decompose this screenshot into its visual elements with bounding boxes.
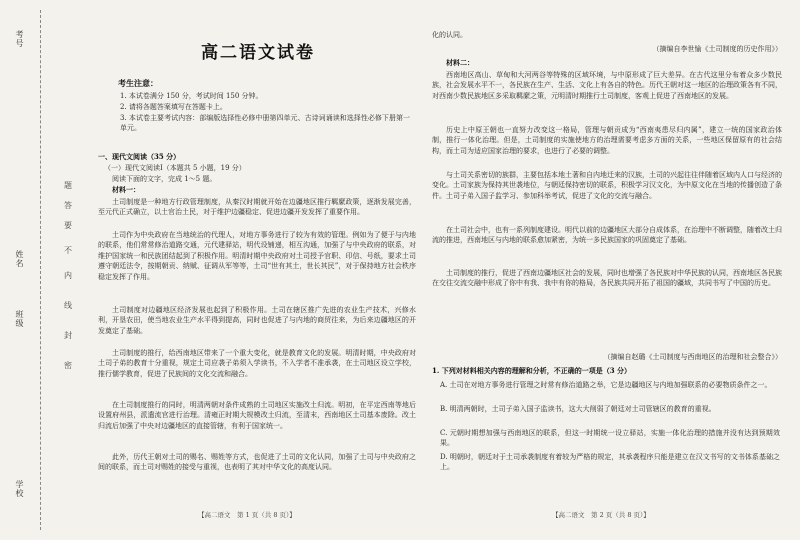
source-note: （摘编自赵璐《土司制度与西南地区的治理和社会整合》） (603, 353, 782, 361)
seal-char: 封 (64, 331, 72, 340)
option-a: A. 土司在对地方事务进行管理之时常有修治道路之举，它是边疆地区与内地加强联系的必要物质条件之一。 (440, 381, 772, 389)
paragraph: 土司制度的推行，给西南地区带来了一个重大变化，就是教育文化的发展。明清时期，中央政府对土司子弟的教育十分重视，规定土司应袭子弟须入学读书，不入学者不准承袭，在土司地区设立学校，推行儒学教育，促进了民族间的文化交流和融合。 (98, 349, 416, 378)
exam-no-label: 考号 (15, 30, 24, 48)
paragraph: 在土司制度推行的同时，明清两朝对条件成熟的土司地区实施改土归流。明初，在平定西南等地后设置府州县，派遣流官进行治理。清雍正时期大规模改土归流，至清末，西南地区土司基本废除。改土归流后加强了中央对边疆地区的直接管辖，有利于国家统一。 (98, 401, 416, 430)
notice-item: 1. 本试卷满分 150 分，考试时间 150 分钟。 (120, 92, 263, 100)
seal-char: 要 (64, 221, 72, 230)
material-label: 材料二： (446, 58, 474, 67)
seal-char: 答 (64, 201, 72, 210)
source-note: （摘编自李世愉《土司制度的历史作用》） (652, 45, 782, 53)
binding-margin (0, 0, 92, 540)
paragraph: 土司制度的推行，促进了西南边疆地区社会的发展，同时也增强了各民族对中华民族的认同，西南地区各民族在交往交流交融中形成了你中有我、我中有你的格局，各民族共同开拓了祖国的疆域，共同书写了中国的历史。 (432, 269, 782, 288)
paragraph: 土司作为中央政府在当地统治的代理人，对地方事务进行了较为有效的管理。例如为了便于与内地的联系，他们常常修治道路交通，元代建驿站，明代设铺递，相互沟通，加强了与中央政府的联系，对维护国家统一和民族团结起到了积极作用。明清时期中央政府对土司授予官职、印信、号纸，要求土司遵守朝廷法令，按期朝贡、纳赋、征调从军等等，土司“世有其土，世长其民”，对于保持地方社会秩序稳定发挥了作用。 (98, 231, 416, 281)
option-d: D. 明朝时，朝廷对于土司承袭制度有着较为严格的规定，其承袭程序只能是建立在汉文书写的文书体系基础之上。 (440, 453, 780, 472)
paragraph: 历史上中原王朝也一直努力改变这一格局，管理与朝贡成为“西南夷患尽归内属”，建立一统的国家政治体制，推行一体化治理。但是，土司制度的实施使地方的治理需要考虑多方面的关系，一些地区保留原有的社会结构，而土司为适应国家治理的要求，也进行了必要的调整。 (432, 126, 782, 155)
class-label: 班级 (15, 310, 24, 328)
page-footer: 【高二语文 第 2 页（共 8 页）】 (552, 511, 650, 519)
text-continuation: 化的认同。 (432, 31, 467, 39)
page-right (432, 0, 784, 540)
notice-item: 3. 本试卷主要考试内容：部编版选择性必修中册第四单元、古诗词诵读和选择性必修下册第一单元。 (120, 114, 410, 133)
seal-char: 不 (64, 246, 72, 255)
seal-char: 线 (64, 301, 72, 310)
paragraph: 此外，历代王朝对土司的赐名、赐姓等方式，也促进了土司的文化认同，加强了土司与中央政府之间的联系，而土司对赐姓的接受与重视，也表明了其对中华文化的高度认同。 (98, 453, 416, 472)
seal-line (40, 10, 41, 530)
paragraph: 与土司关系密切的族群，主要包括本地土著和自内地迁来的汉族，土司的兴起往往伴随着区域内人口与经济的变化。土司家族为保持其世袭地位，与朝廷保持密切的联系，积极学习汉文化，为中原文化在当地的传播创造了条件。土司子弟入国子监学习、参加科举考试，促进了文化的交流与融合。 (432, 171, 782, 200)
paragraph: 在土司社会中，也有一系列制度建设。明代以前的边疆地区大部分自成体系，在治理中不断调整，随着改土归流的推进，西南地区与内地的联系愈加紧密，为统一多民族国家的巩固奠定了基础。 (432, 226, 782, 245)
subsection-heading: （一）现代文阅读Ⅰ（本题共 5 小题，19 分） (104, 164, 246, 172)
seal-char: 密 (64, 361, 72, 370)
instruction: 阅读下面的文字，完成 1～5 题。 (112, 175, 217, 183)
section-heading: 一、现代文阅读（35 分） (98, 152, 181, 161)
page-footer: 【高二语文 第 1 页（共 8 页）】 (198, 511, 296, 519)
option-c: C. 元朝时期想加强与西南地区的联系，但这一时期统一设立驿站，实施一体化治理的措施并没有达到预期效果。 (440, 429, 780, 448)
paragraph: 土司制度对边疆地区经济发展也起到了积极作用。土司在辖区推广先进的农业生产技术，兴修水利，开垦农田，使当地农业生产水平得到提高，同时也促进了与内地的商贸往来，为后来边疆地区的开发奠定了基础。 (98, 306, 416, 335)
name-label: 姓名 (15, 250, 24, 268)
seal-char: 题 (64, 181, 72, 190)
page-left (98, 0, 418, 540)
paragraph: 西南地区高山、草甸和大河两谷等特殊的区域环境，与中原形成了巨大差异。在古代这里分布着众多少数民族，社会发展水平不一，各民族在生产、生活、文化上有各自的特色。历代王朝对这一地区的治理政策各有不同，对西南少数民族地区多采取羁縻之策，元明清时期推行土司制度，客观上促进了西南地区的发展。 (432, 71, 782, 100)
question-stem: 1. 下列对材料相关内容的理解和分析，不正确的一项是（3 分） (432, 366, 632, 375)
page-title: 高二语文试卷 (201, 43, 315, 63)
option-b: B. 明清两朝时，土司子弟入国子监读书，这大大削弱了朝廷对土司管辖区的教育的重视。 (440, 405, 716, 413)
paragraph: 土司制度是一种地方行政管理制度，从秦汉时期就开始在边疆地区推行羁縻政策，逐渐发展完善，至元代正式确立，以土官治土民，对于维护边疆稳定、促进边疆开发发挥了重要作用。 (98, 198, 416, 217)
school-label: 学校 (15, 480, 24, 498)
notice-item: 2. 请将各题答案填写在答题卡上。 (120, 103, 227, 111)
seal-char: 内 (64, 271, 72, 280)
notice-heading: 考生注意： (118, 78, 158, 88)
material-label: 材料一： (112, 185, 140, 194)
